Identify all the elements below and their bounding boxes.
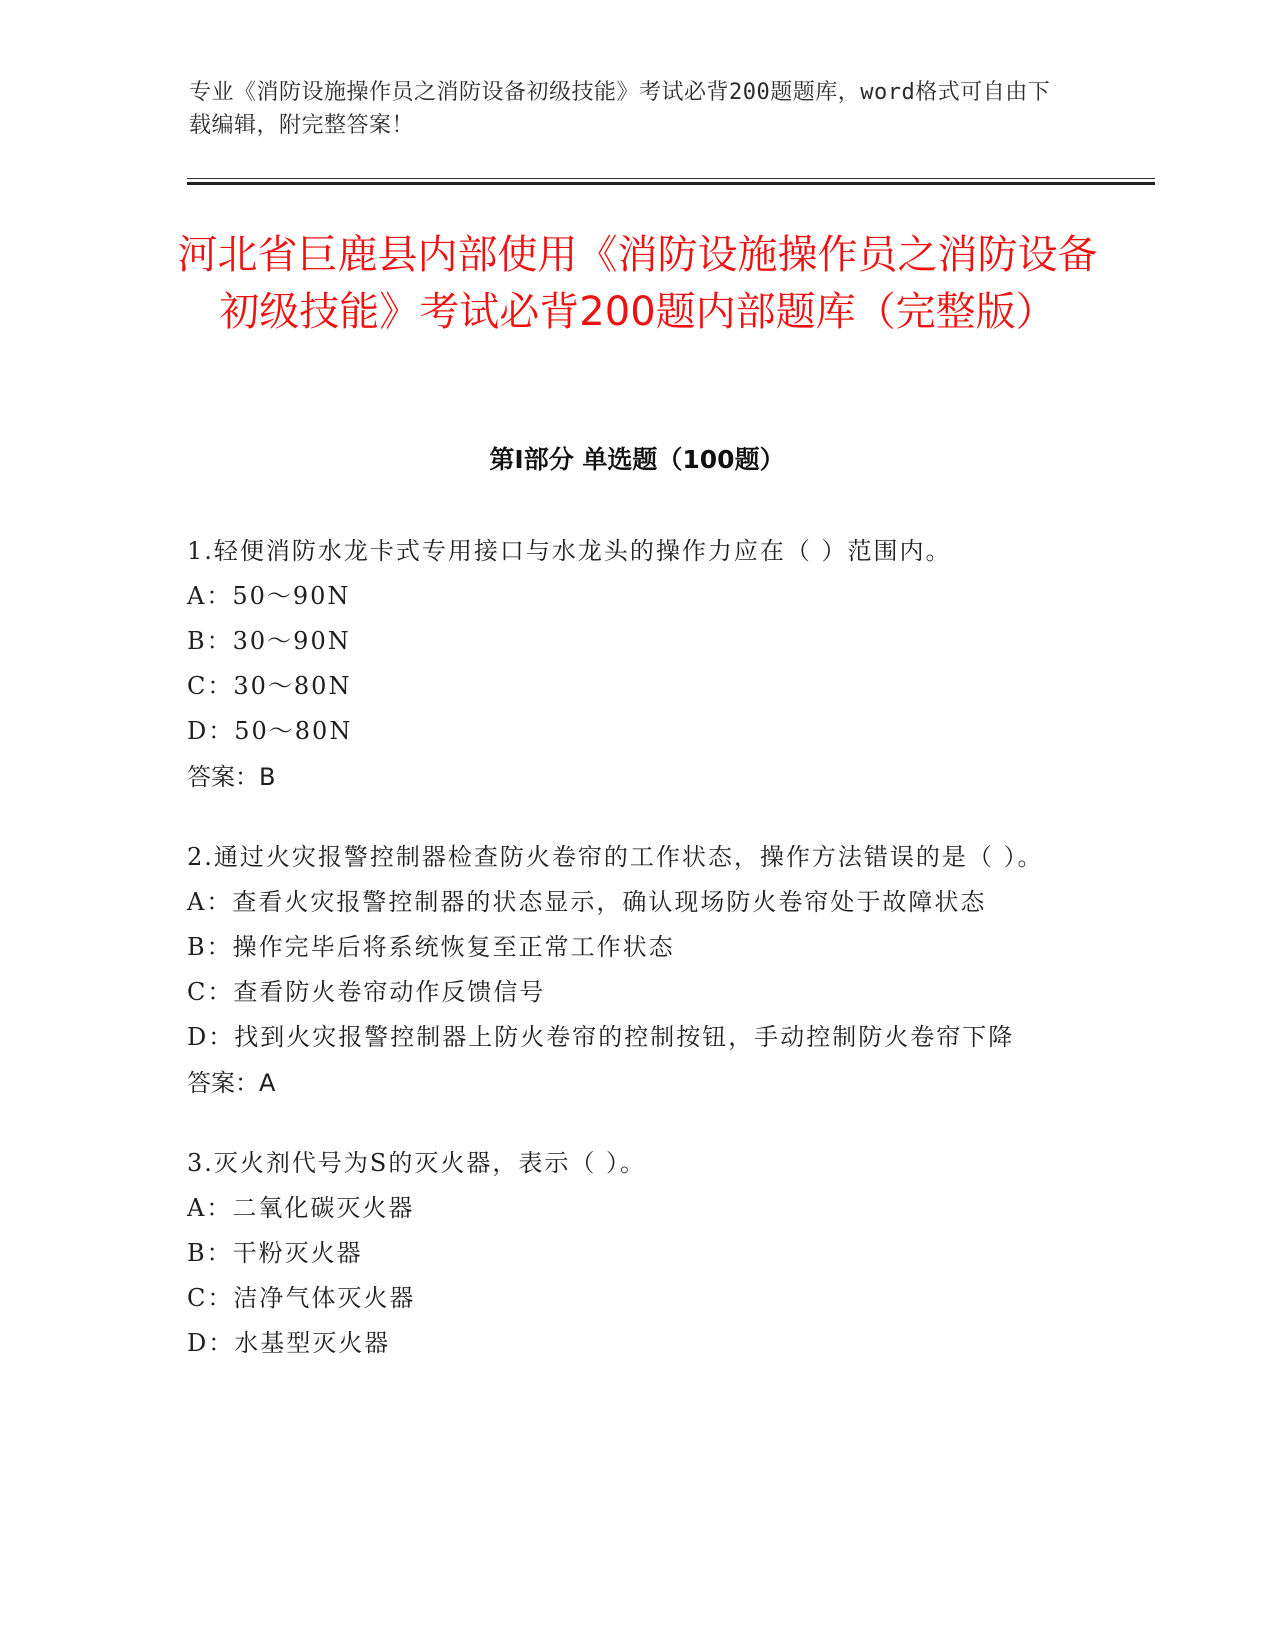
option-d: D：找到火灾报警控制器上防火卷帘的控制按钮，手动控制防火卷帘下降 [187, 1023, 1015, 1051]
option-c: C：洁净气体灭火器 [187, 1284, 416, 1312]
option-b: B：30～90N [187, 627, 351, 655]
section-title: 第Ⅰ部分 单选题（100题） [489, 445, 785, 474]
question-stem: 2.通过火灾报警控制器检查防火卷帘的工作状态，操作方法错误的是（ ）。 [187, 843, 1044, 871]
document-title: 河北省巨鹿县内部使用《消防设施操作员之消防设备初级技能》考试必背200题内部题库（完整版） [177, 232, 1098, 335]
question-stem: 3.灭火剂代号为S的灭火器，表示（ ）。 [187, 1149, 646, 1177]
answer-line: 答案：B [187, 763, 276, 791]
header-note: 专业《消防设施操作员之消防设备初级技能》考试必背200题题库，word格式可自由下载编辑，附完整答案！ [189, 80, 1051, 138]
option-d: D：50～80N [187, 717, 353, 745]
question-list [187, 528, 1087, 1400]
option-d: D：水基型灭火器 [187, 1329, 391, 1357]
question-stem: 1.轻便消防水龙卡式专用接口与水龙头的操作力应在（ ）范围内。 [187, 537, 952, 565]
option-b: B：操作完毕后将系统恢复至正常工作状态 [187, 933, 675, 961]
option-c: C：30～80N [187, 672, 352, 700]
header-divider-thin [187, 178, 1155, 179]
question-2 [187, 834, 1087, 1106]
question-1 [187, 528, 1087, 800]
option-a: A：查看火灾报警控制器的状态显示，确认现场防火卷帘处于故障状态 [187, 888, 987, 916]
option-b: B：干粉灭火器 [187, 1239, 363, 1267]
option-a: A：二氧化碳灭火器 [187, 1194, 415, 1222]
answer-line: 答案：A [187, 1069, 276, 1097]
header-divider-thick [187, 182, 1155, 185]
question-3 [187, 1140, 1087, 1366]
option-c: C：查看防火卷帘动作反馈信号 [187, 978, 546, 1006]
option-a: A：50～90N [187, 582, 351, 610]
